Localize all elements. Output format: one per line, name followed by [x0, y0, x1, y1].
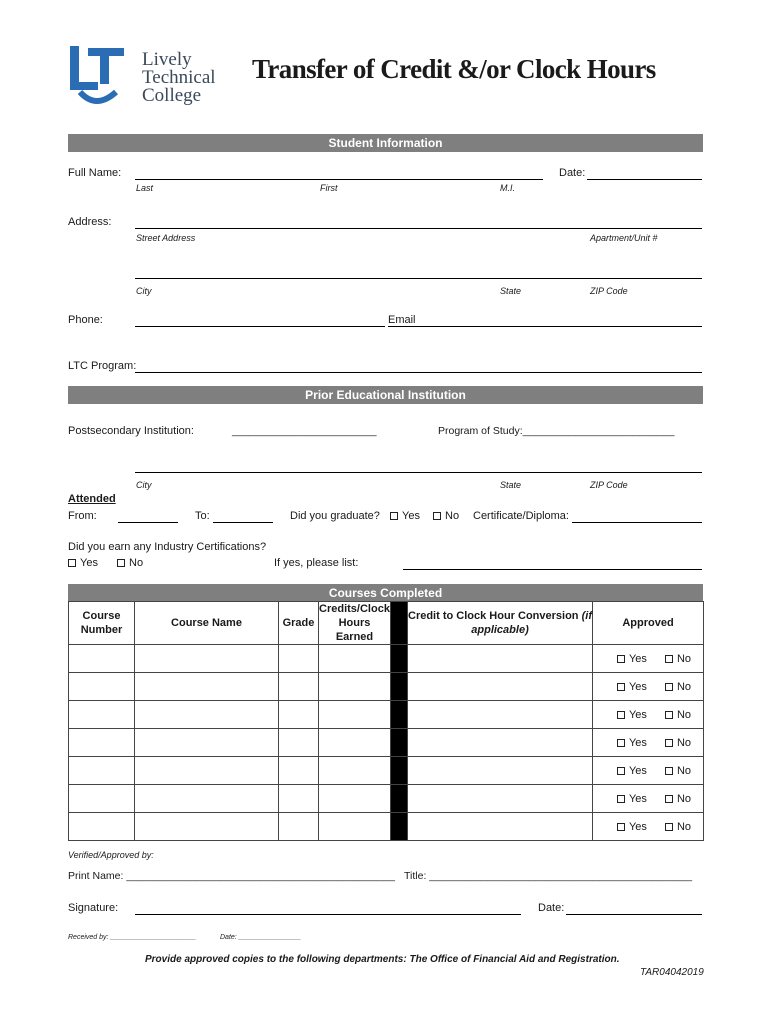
graduate-no-label: No	[445, 510, 460, 522]
approved-no-checkbox[interactable]	[665, 709, 691, 721]
last-caption: Last	[136, 183, 154, 193]
certificate-label: Certificate/Diploma:	[473, 510, 569, 522]
approved-options	[593, 701, 703, 728]
approved-cell	[593, 729, 704, 757]
grade-cell[interactable]	[279, 785, 319, 813]
approved-yes-checkbox[interactable]	[617, 821, 647, 833]
checkbox-icon	[665, 823, 673, 831]
college-logo	[66, 44, 236, 108]
course-name-header: Course Name	[135, 602, 279, 645]
state-caption: State	[500, 286, 522, 296]
approved-header: Approved	[593, 602, 704, 645]
approved-yes-label: Yes	[628, 820, 647, 833]
approved-yes-checkbox[interactable]	[617, 765, 647, 777]
course-number-header: Course Number	[69, 602, 135, 645]
checkbox-icon	[665, 739, 673, 747]
certificate-field[interactable]	[572, 522, 702, 523]
table-row	[69, 813, 704, 841]
attended-label: Attended	[68, 493, 116, 505]
graduate-yes-checkbox[interactable]	[390, 510, 420, 523]
approved-options	[593, 785, 703, 812]
print-name-field[interactable]: Print Name: ______________________________________________	[68, 870, 395, 882]
course-number-cell[interactable]	[69, 813, 135, 841]
phone-label: Phone:	[68, 314, 103, 326]
course-name-cell[interactable]	[135, 701, 279, 729]
checkbox-icon	[117, 559, 125, 567]
table-row	[69, 757, 704, 785]
conversion-cell[interactable]	[408, 645, 593, 673]
divider-cell	[391, 757, 408, 785]
full-name-label: Full Name:	[68, 167, 122, 179]
conversion-header	[408, 602, 593, 645]
course-name-cell[interactable]	[135, 813, 279, 841]
approved-no-label: No	[676, 736, 691, 749]
course-number-cell[interactable]	[69, 729, 135, 757]
divider-column	[391, 602, 408, 645]
courses-header-row	[69, 602, 704, 645]
industry-no-checkbox[interactable]	[117, 557, 143, 570]
course-name-cell[interactable]	[135, 729, 279, 757]
received-date-field[interactable]: Date: ________________	[220, 934, 301, 941]
approved-no-checkbox[interactable]	[665, 737, 691, 749]
courses-table	[68, 601, 704, 841]
divider-cell	[391, 729, 408, 757]
checkbox-icon	[617, 655, 625, 663]
approved-yes-checkbox[interactable]	[617, 793, 647, 805]
mi-caption: M.I.	[500, 183, 515, 193]
approved-yes-label: Yes	[628, 708, 647, 721]
cert-list-field[interactable]	[403, 569, 702, 570]
industry-no-label: No	[129, 557, 144, 569]
checkbox-icon	[617, 823, 625, 831]
footer-date-field[interactable]	[566, 914, 702, 915]
from-field[interactable]	[118, 522, 178, 523]
approved-cell	[593, 813, 704, 841]
prior-city-caption: City	[136, 480, 152, 490]
credits-cell[interactable]	[319, 813, 391, 841]
first-caption: First	[320, 183, 338, 193]
courses-completed-band: Courses Completed	[68, 584, 703, 602]
credits-cell[interactable]	[319, 645, 391, 673]
course-name-cell[interactable]	[135, 645, 279, 673]
conversion-header-text: Credit to Clock Hour Conversion	[408, 610, 579, 622]
table-row	[69, 701, 704, 729]
date-label: Date:	[559, 167, 586, 179]
full-name-field[interactable]	[135, 179, 543, 180]
checkbox-icon	[433, 512, 441, 520]
if-yes-label: If yes, please list:	[274, 557, 359, 569]
footer-date-label: Date:	[538, 902, 565, 914]
course-name-cell[interactable]	[135, 673, 279, 701]
prior-state-caption: State	[500, 480, 522, 490]
ltc-program-label: LTC Program:	[68, 360, 137, 372]
graduate-no-checkbox[interactable]	[433, 510, 459, 523]
email-field[interactable]	[388, 326, 702, 327]
street-address-field[interactable]	[135, 228, 702, 229]
address-label: Address:	[68, 216, 112, 228]
grade-cell[interactable]	[279, 757, 319, 785]
approved-no-checkbox[interactable]	[665, 793, 691, 805]
logo-text-1: Lively	[142, 49, 192, 70]
divider-cell	[391, 673, 408, 701]
approved-no-checkbox[interactable]	[665, 653, 691, 665]
approved-no-label: No	[676, 820, 691, 833]
graduate-yes-label: Yes	[402, 510, 420, 522]
approved-cell	[593, 701, 704, 729]
checkbox-icon	[665, 767, 673, 775]
course-number-cell[interactable]	[69, 673, 135, 701]
logo-text-3: College	[142, 85, 202, 106]
course-number-cell[interactable]	[69, 757, 135, 785]
divider-cell	[391, 701, 408, 729]
table-row	[69, 673, 704, 701]
email-label: Email	[388, 314, 416, 326]
checkbox-icon	[665, 683, 673, 691]
grade-cell[interactable]	[279, 673, 319, 701]
approved-yes-label: Yes	[628, 764, 647, 777]
title-field[interactable]: Title: _____________________________________________	[404, 870, 693, 882]
to-label: To:	[195, 510, 210, 522]
city-state-zip-field[interactable]	[135, 278, 702, 279]
divider-cell	[391, 813, 408, 841]
graduate-label: Did you graduate?	[290, 510, 380, 522]
zip-caption: ZIP Code	[590, 286, 628, 296]
approved-options	[593, 813, 703, 840]
signature-label: Signature:	[68, 902, 119, 914]
approved-cell	[593, 645, 704, 673]
credits-cell[interactable]	[319, 701, 391, 729]
grade-cell[interactable]	[279, 701, 319, 729]
conversion-cell[interactable]	[408, 729, 593, 757]
conversion-cell[interactable]	[408, 813, 593, 841]
logo-text-2: Technical	[142, 67, 216, 88]
table-row	[69, 645, 704, 673]
phone-field[interactable]	[135, 326, 385, 327]
institution-city-field[interactable]	[135, 472, 702, 473]
approved-no-checkbox[interactable]	[665, 765, 691, 777]
institution-label: Postsecondary Institution:	[68, 425, 194, 437]
received-by-field[interactable]: Received by: ______________________	[68, 934, 197, 941]
approved-no-label: No	[676, 652, 691, 665]
program-of-study-label[interactable]: Program of Study:__________________________	[438, 425, 675, 437]
grade-cell[interactable]	[279, 645, 319, 673]
city-caption: City	[136, 286, 152, 296]
approved-no-label: No	[676, 792, 691, 805]
approved-options	[593, 757, 703, 784]
approved-no-checkbox[interactable]	[665, 681, 691, 693]
industry-yes-label: Yes	[80, 557, 98, 569]
prior-zip-caption: ZIP Code	[590, 480, 628, 490]
approved-cell	[593, 757, 704, 785]
industry-yes-checkbox[interactable]	[68, 557, 98, 570]
conversion-cell[interactable]	[408, 701, 593, 729]
approved-no-label: No	[676, 708, 691, 721]
ltc-program-field[interactable]	[135, 372, 702, 373]
grade-cell[interactable]	[279, 729, 319, 757]
credits-cell[interactable]	[319, 785, 391, 813]
conversion-cell[interactable]	[408, 757, 593, 785]
grade-header: Grade	[279, 602, 319, 645]
from-label: From:	[68, 510, 97, 522]
approved-yes-label: Yes	[628, 652, 647, 665]
credits-cell[interactable]	[319, 673, 391, 701]
student-information-band: Student Information	[68, 134, 703, 152]
checkbox-icon	[68, 559, 76, 567]
approved-yes-label: Yes	[628, 736, 647, 749]
form-code: TAR04042019	[640, 967, 704, 978]
approved-no-label: No	[676, 680, 691, 693]
signature-field[interactable]	[135, 914, 521, 915]
approved-yes-checkbox[interactable]	[617, 653, 647, 665]
checkbox-icon	[617, 711, 625, 719]
conversion-cell[interactable]	[408, 785, 593, 813]
checkbox-icon	[617, 767, 625, 775]
approved-yes-checkbox[interactable]	[617, 681, 647, 693]
course-name-cell[interactable]	[135, 785, 279, 813]
approved-yes-label: Yes	[628, 680, 647, 693]
date-field[interactable]	[587, 179, 702, 180]
checkbox-icon	[617, 795, 625, 803]
approved-yes-checkbox[interactable]	[617, 709, 647, 721]
industry-cert-question: Did you earn any Industry Certifications?	[68, 541, 267, 553]
divider-cell	[391, 785, 408, 813]
table-row	[69, 729, 704, 757]
street-caption: Street Address	[136, 233, 196, 243]
table-row	[69, 785, 704, 813]
approved-cell	[593, 673, 704, 701]
approved-options	[593, 673, 703, 700]
conversion-note: (if applicable)	[471, 610, 592, 636]
distribution-note: Provide approved copies to the following departments: The Office of Financial Aid and Registration.	[145, 954, 620, 965]
ltc-logo-mark-icon	[66, 44, 128, 108]
apt-caption: Apartment/Unit #	[590, 233, 658, 243]
credits-cell[interactable]	[319, 757, 391, 785]
approved-yes-label: Yes	[628, 792, 647, 805]
course-name-cell[interactable]	[135, 757, 279, 785]
credits-cell[interactable]	[319, 729, 391, 757]
institution-field[interactable]: __________________________	[232, 426, 377, 437]
credits-header: Credits/Clock Hours Earned	[319, 603, 390, 643]
checkbox-icon	[665, 711, 673, 719]
course-number-cell[interactable]	[69, 701, 135, 729]
approved-yes-checkbox[interactable]	[617, 737, 647, 749]
checkbox-icon	[665, 795, 673, 803]
course-number-cell[interactable]	[69, 645, 135, 673]
approved-options	[593, 729, 703, 756]
verified-label: Verified/Approved by:	[68, 850, 154, 860]
conversion-cell[interactable]	[408, 673, 593, 701]
approved-no-label: No	[676, 764, 691, 777]
prior-institution-band: Prior Educational Institution	[68, 386, 703, 404]
approved-options	[593, 645, 703, 672]
divider-cell	[391, 645, 408, 673]
checkbox-icon	[617, 739, 625, 747]
approved-no-checkbox[interactable]	[665, 821, 691, 833]
approved-cell	[593, 785, 704, 813]
checkbox-icon	[390, 512, 398, 520]
page-title: Transfer of Credit &/or Clock Hours	[252, 54, 656, 84]
checkbox-icon	[665, 655, 673, 663]
to-field[interactable]	[213, 522, 273, 523]
checkbox-icon	[617, 683, 625, 691]
course-number-cell[interactable]	[69, 785, 135, 813]
grade-cell[interactable]	[279, 813, 319, 841]
